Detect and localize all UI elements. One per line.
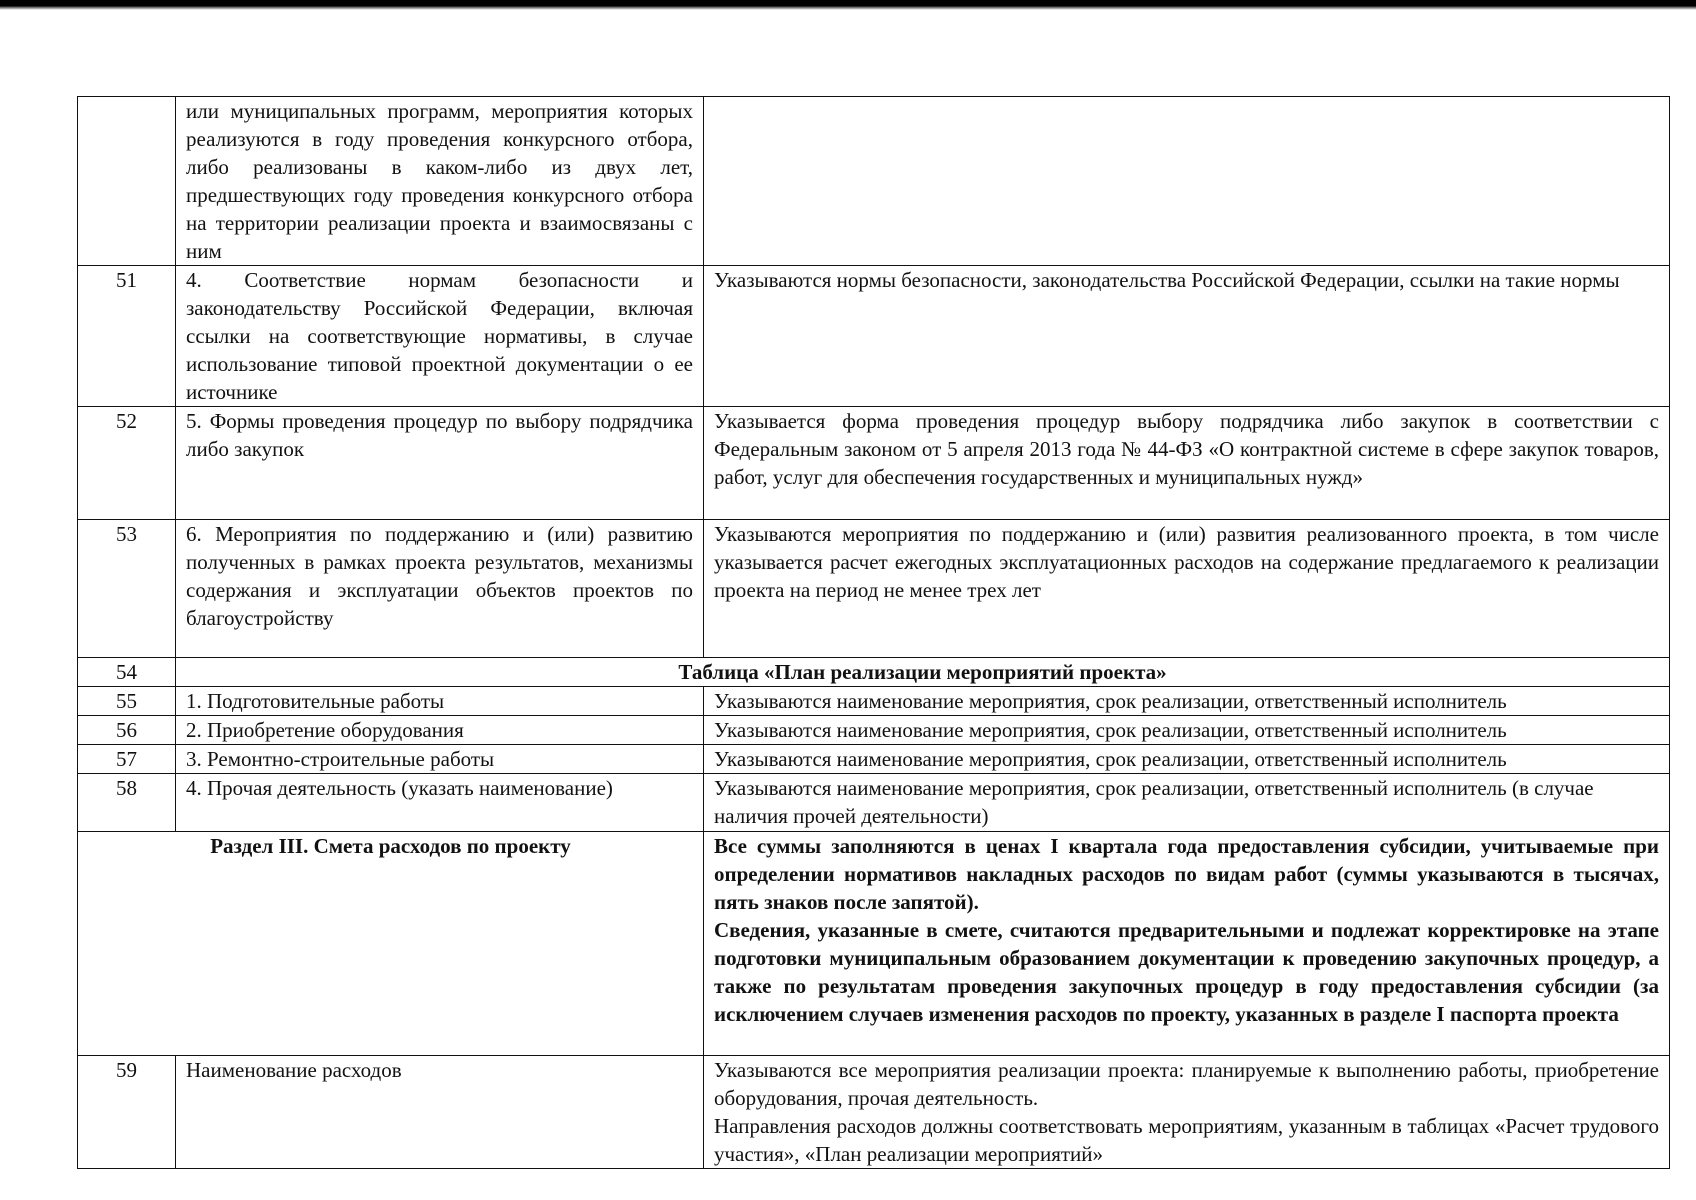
table-row [78,687,1670,716]
row-item: 4. Соответствие нормам безопасности и законодательству Российской Федерации, включая ссылки на соответствующие нормативы, в случае использование типовой проектной документации о ее источнике [176,266,704,407]
row-number: 51 [78,266,176,407]
row-item: 3. Ремонтно-строительные работы [176,745,704,774]
row-number: 57 [78,745,176,774]
row-number: 59 [78,1056,176,1169]
table-row [78,1056,1670,1169]
table-row [78,745,1670,774]
table-row [78,520,1670,658]
table-row [78,716,1670,745]
row-number: 53 [78,520,176,658]
table-row [78,266,1670,407]
row-item: 6. Мероприятия по поддержанию и (или) развитию полученных в рамках проекта результатов, механизмы содержания и эксплуатации объектов проектов по благоустройству [176,520,704,658]
row-item: или муниципальных программ, мероприятия которых реализуются в году проведения конкурсного отбора, либо реализованы в каком-либо из двух лет, предшествующих году проведения конкурсного отбора на территории реализации проекта и взаимосвязаны с ним [176,97,704,266]
row-number: 55 [78,687,176,716]
row-description: Указываются наименование мероприятия, срок реализации, ответственный исполнитель [704,716,1670,745]
row-item: Наименование расходов [176,1056,704,1169]
row-number: 52 [78,407,176,520]
row-description: Указываются мероприятия по поддержанию и (или) развития реализованного проекта, в том числе указывается расчет ежегодных эксплуатационных расходов на содержание предлагаемого к реализации проекта на период не менее трех лет [704,520,1670,658]
table-row [78,658,1670,687]
section-note-paragraph: Все суммы заполняются в ценах I квартала года предоставления субсидии, учитываемые при определении нормативов накладных расходов по видам работ (суммы указываются в тысячах, пять знаков после запятой). [714,834,1659,914]
row-description [704,97,1670,266]
row-description: Указываются нормы безопасности, законодательства Российской Федерации, ссылки на такие нормы [704,266,1670,407]
description-paragraph: Направления расходов должны соответствовать мероприятиям, указанным в таблицах «Расчет трудового участия», «План реализации мероприятий» [714,1114,1659,1166]
row-number: 58 [78,774,176,832]
table-row [78,832,1670,1056]
section-note-paragraph: Сведения, указанные в смете, считаются предварительными и подлежат корректировке на этапе подготовки муниципальным образованием документации к проведению закупочных процедур, а также по результатам проведения закупочных процедур в году предоставления субсидии (за исключением случаев изменения расходов по проекту, указанных в разделе I паспорта проекта [714,918,1659,1026]
row-description: Указываются наименование мероприятия, срок реализации, ответственный исполнитель (в случае наличия прочей деятельности) [704,774,1670,832]
row-item: 2. Приобретение оборудования [176,716,704,745]
row-description: Указывается форма проведения процедур выбору подрядчика либо закупок в соответствии с Федеральным законом от 5 апреля 2013 года № 44-ФЗ «О контрактной системе в сфере закупок товаров, работ, услуг для обеспечения государственных и муниципальных нужд» [704,407,1670,520]
description-paragraph: Указываются все мероприятия реализации проекта: планируемые к выполнению работы, приобретение оборудования, прочая деятельность. [714,1058,1659,1110]
scan-top-edge [0,0,1696,10]
row-description: Указываются наименование мероприятия, срок реализации, ответственный исполнитель [704,745,1670,774]
section-title: Раздел III. Смета расходов по проекту [78,832,704,1056]
row-number: 54 [78,658,176,687]
row-description: Указываются наименование мероприятия, срок реализации, ответственный исполнитель [704,687,1670,716]
row-item: 4. Прочая деятельность (указать наименование) [176,774,704,832]
requirements-table [77,96,1670,1169]
subtable-title: Таблица «План реализации мероприятий проекта» [176,658,1670,687]
section-note [704,832,1670,1056]
row-number: 56 [78,716,176,745]
row-description [704,1056,1670,1169]
row-number [78,97,176,266]
table-row [78,407,1670,520]
row-item: 1. Подготовительные работы [176,687,704,716]
table-row [78,774,1670,832]
row-item: 5. Формы проведения процедур по выбору подрядчика либо закупок [176,407,704,520]
table-row [78,97,1670,266]
